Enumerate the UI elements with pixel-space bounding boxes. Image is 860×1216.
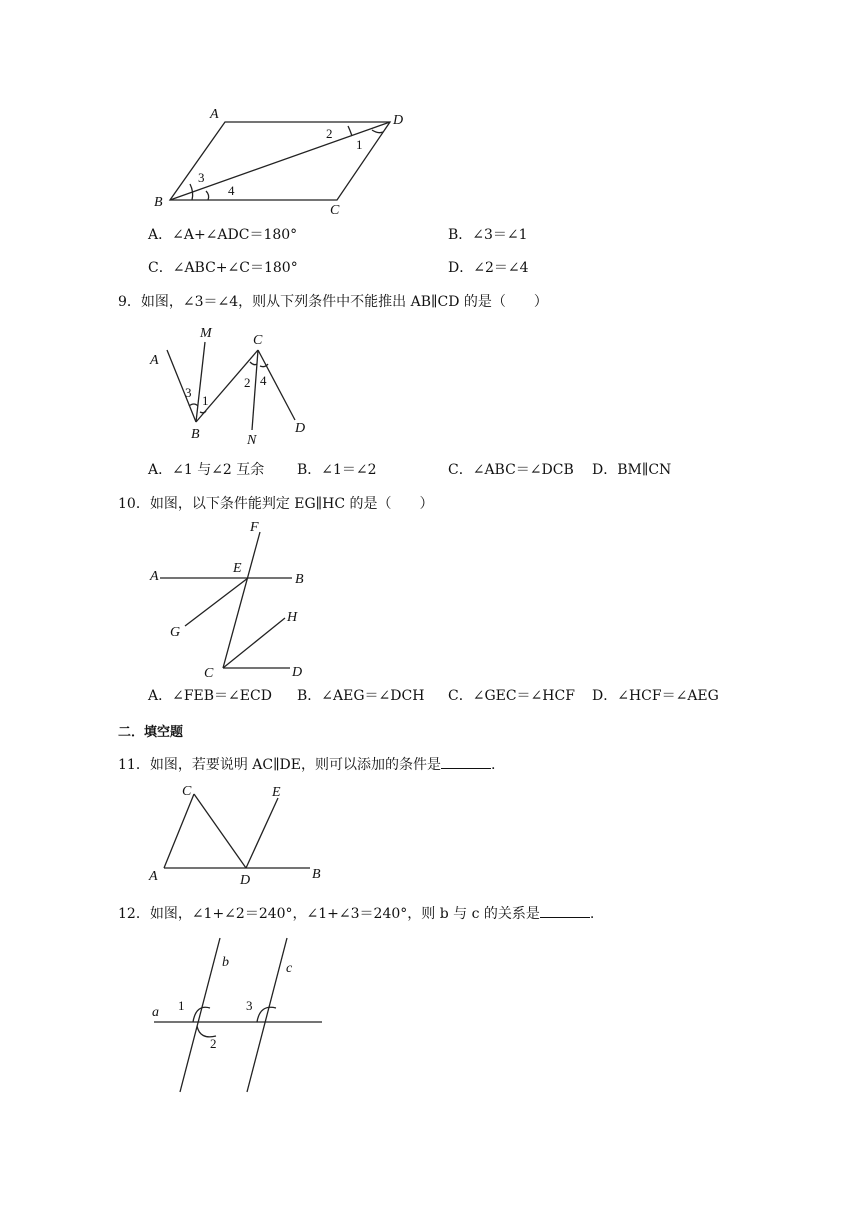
q11-figure [140,780,330,888]
q11-answer-blank[interactable] [441,756,491,769]
q12-figure [140,932,340,1098]
q12-label-c: c [286,961,293,976]
q8-option-c: C．∠ABC+∠C＝180° [148,260,298,276]
q10-line-ch [223,618,285,668]
q9-option-a: A．∠1 与∠2 互余 [148,462,265,478]
q9-label-d: D [295,421,306,436]
q12-label-a: a [152,1005,159,1020]
q11-line-de [246,798,278,868]
q10-line-eg [185,578,248,626]
q9-label-1: 1 [202,393,209,408]
q11-label-d: D [240,873,251,888]
q10-option-a: A．∠FEB＝∠ECD [148,688,272,704]
q9-label-4: 4 [260,373,267,388]
q8-label-4: 4 [228,183,235,198]
q9-figure [140,322,320,450]
q10-option-c: C．∠GEC＝∠HCF [448,688,575,704]
q10-label-b: B [295,572,304,587]
q10-line-fc [223,532,260,668]
section-title-fill-in: 二．填空题 [118,725,184,740]
q9-line-bm [196,342,205,422]
q8-label-d: D [393,113,404,128]
q8-arc-4 [206,191,209,200]
q11-line-cd [194,794,246,868]
q10-option-b: B．∠AEG＝∠DCH [297,688,425,704]
q8-option-b: B．∠3＝∠1 [448,227,528,243]
q12-label-b: b [222,955,229,970]
q9-label-3: 3 [185,385,192,400]
q12-label-2: 2 [210,1036,217,1051]
q9-label-c: C [253,333,263,348]
q12-answer-blank[interactable] [540,905,590,918]
q10-label-h: H [287,610,298,625]
q9-label-a: A [150,353,159,368]
q9-arc-3 [189,404,198,406]
q12-stem-line [118,905,594,923]
q12-line-b [180,938,220,1092]
q9-label-2: 2 [244,375,251,390]
q9-option-d: D．BM∥CN [592,462,672,478]
q9-line-ab [167,350,196,422]
q11-label-a: A [149,869,158,884]
q8-option-d: D．∠2＝∠4 [448,260,529,276]
q9-arc-2 [250,362,257,365]
q10-option-d: D．∠HCF＝∠AEG [592,688,719,704]
q10-label-c: C [204,666,214,681]
q8-diagonal-bd [170,122,390,200]
q9-label-n: N [247,433,257,448]
q8-label-1: 1 [356,137,363,152]
q12-label-3: 3 [246,998,253,1013]
q8-label-2: 2 [326,126,333,141]
q10-stem: 10．如图，以下条件能判定 EG∥HC 的是（ ） [118,496,434,512]
q10-label-d: D [292,665,303,680]
q9-option-b: B．∠1＝∠2 [297,462,377,478]
q9-label-m: M [200,326,212,341]
q11-end: . [491,757,496,773]
q10-label-e: E [233,561,242,576]
q8-option-a: A．∠A+∠ADC＝180° [148,227,298,243]
q9-option-c: C．∠ABC＝∠DCB [448,462,574,478]
q10-label-f: F [250,520,259,535]
q9-line-cn [252,350,258,430]
q11-stem: 11．如图，若要说明 AC∥DE，则可以添加的条件是 [118,757,441,773]
q11-label-e: E [272,785,281,800]
q12-line-c [247,938,287,1092]
q11-stem-line [118,756,495,774]
q8-arc-2 [348,126,352,136]
q8-label-a: A [210,107,219,122]
q10-label-a: A [150,569,159,584]
q8-figure [140,100,440,215]
q8-arc-1 [372,130,383,133]
q9-arc-1 [200,411,206,413]
q9-stem: 9．如图，∠3＝∠4，则从下列条件中不能推出 AB∥CD 的是（ ） [118,294,548,310]
q11-label-c: C [182,784,192,799]
q8-label-c: C [330,203,340,215]
q8-label-3: 3 [198,170,205,185]
q11-label-b: B [312,867,321,882]
q12-end: . [589,906,595,922]
q11-line-ac [164,794,194,868]
q8-label-b: B [154,195,163,210]
q9-label-b: B [191,427,200,442]
q12-stem: 12．如图，∠1+∠2＝240°，∠1+∠3＝240°，则 b 与 c 的关系是 [118,906,540,922]
q12-label-1: 1 [178,998,185,1013]
q10-figure [140,518,320,684]
q10-label-g: G [170,625,181,640]
